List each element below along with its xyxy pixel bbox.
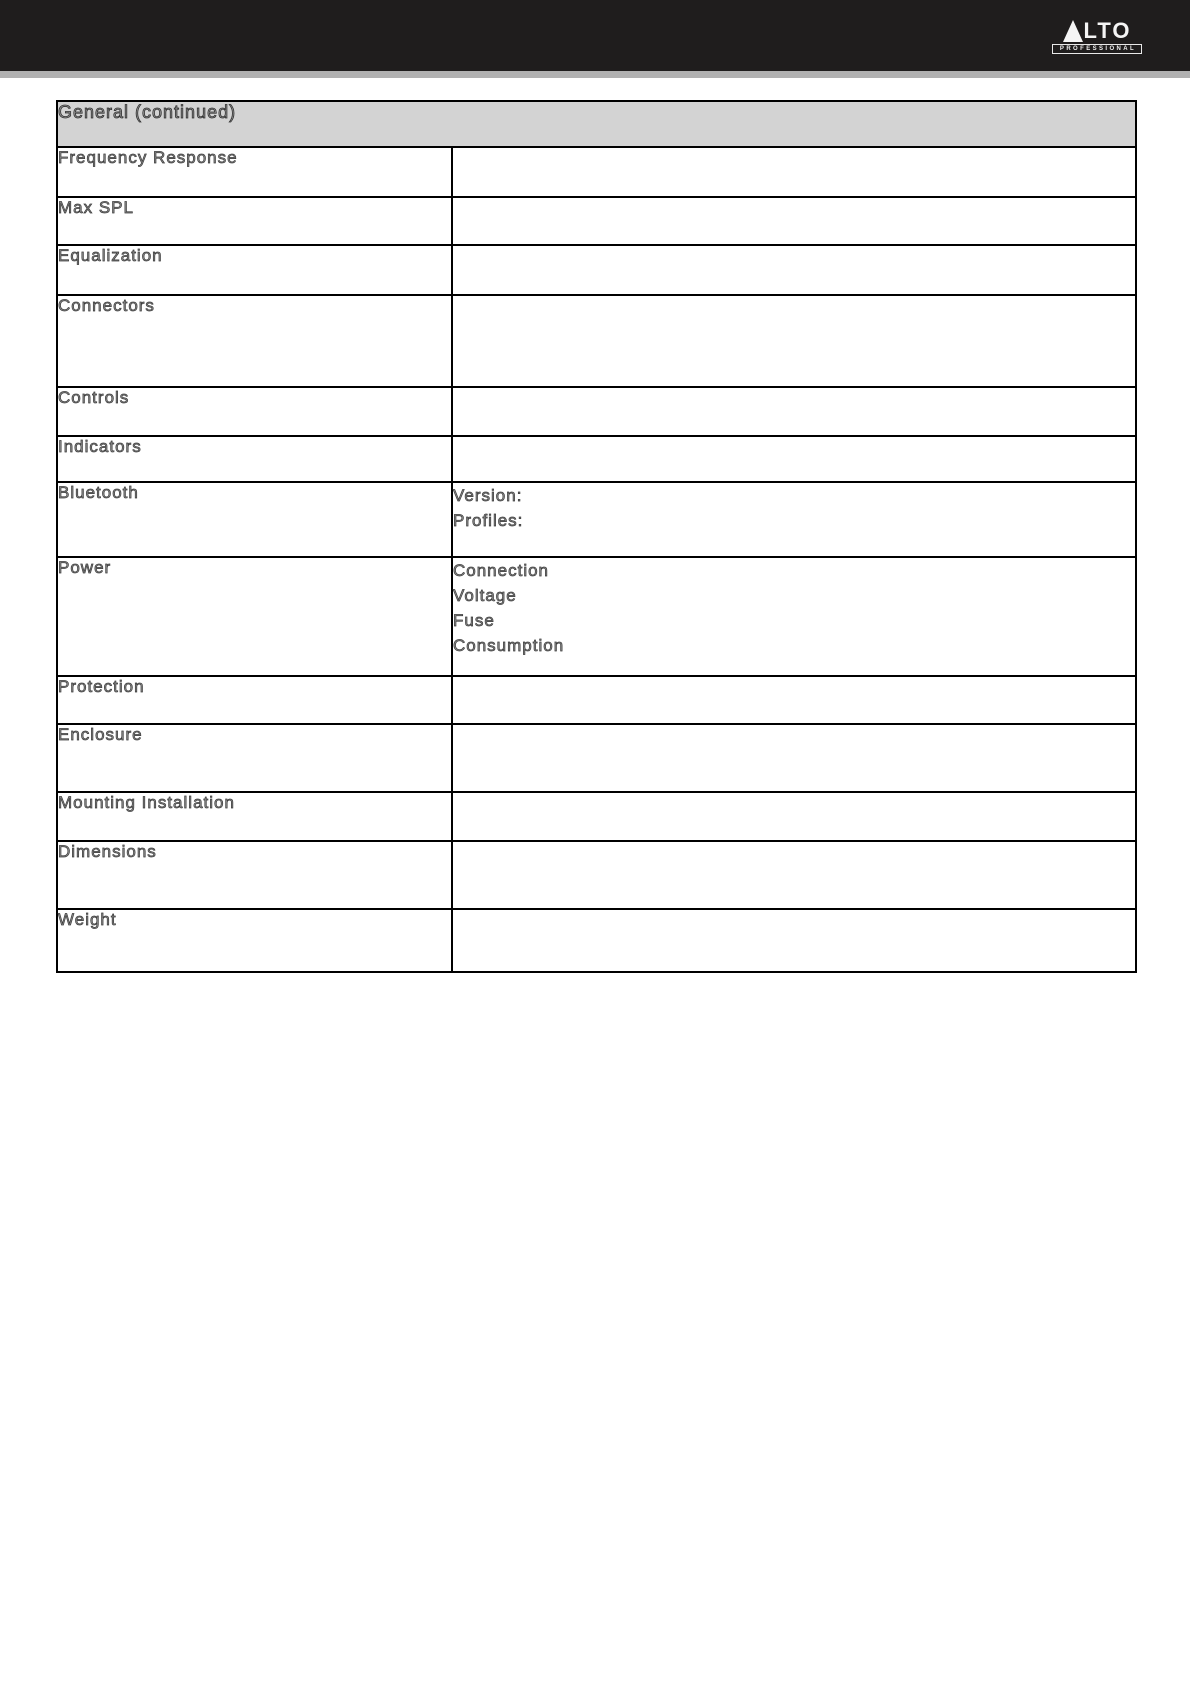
table-header-row: [57, 101, 1136, 147]
spec-label-cell: Protection: [57, 676, 452, 724]
alto-logo-text: LTO: [1083, 18, 1132, 43]
spec-label-cell: Enclosure: [57, 724, 452, 792]
spec-value-cell: [452, 676, 1136, 724]
table-row: [57, 724, 1136, 792]
spec-value-cell: [452, 482, 1136, 557]
spec-value-cell: [452, 909, 1136, 972]
spec-value-cell: [452, 792, 1136, 841]
spec-value-cell: [452, 245, 1136, 295]
spec-value-cell: [452, 197, 1136, 245]
table-row: [57, 197, 1136, 245]
table-row: [57, 676, 1136, 724]
spec-value-cell: [452, 557, 1136, 676]
spec-label-cell: Frequency Response: [57, 147, 452, 197]
spec-label-cell: Equalization: [57, 245, 452, 295]
section-header: General (continued): [57, 101, 1136, 147]
spec-label-cell: Weight: [57, 909, 452, 972]
spec-value-line: Consumption: [453, 636, 565, 655]
table-row: [57, 295, 1136, 387]
top-banner: [0, 0, 1190, 71]
alto-logo-subtitle: PROFESSIONAL: [1052, 44, 1142, 54]
table-row: [57, 245, 1136, 295]
spec-table: [56, 100, 1137, 973]
spec-value-cell: [452, 295, 1136, 387]
spec-label-cell: Connectors: [57, 295, 452, 387]
spec-value-line: Profiles:: [453, 511, 524, 530]
spec-value-line: Version:: [453, 486, 523, 505]
spec-value-cell: [452, 436, 1136, 482]
spec-value-line: Connection: [453, 561, 550, 580]
spec-table-container: [56, 100, 1190, 973]
alto-logo-wordmark: [1052, 20, 1142, 42]
alto-logo: [1052, 20, 1142, 54]
spec-value-cell: [452, 724, 1136, 792]
table-row: [57, 557, 1136, 676]
table-row: [57, 482, 1136, 557]
spec-value-line: Fuse: [453, 611, 495, 630]
spec-label-cell: Dimensions: [57, 841, 452, 909]
spec-value-cell: [452, 387, 1136, 436]
divider-strip: [0, 71, 1190, 78]
spec-label-cell: Indicators: [57, 436, 452, 482]
table-row: [57, 792, 1136, 841]
table-row: [57, 909, 1136, 972]
spec-value-line: Voltage: [453, 586, 517, 605]
spec-value-cell: [452, 147, 1136, 197]
spec-label-cell: Max SPL: [57, 197, 452, 245]
table-row: [57, 841, 1136, 909]
alto-triangle-icon: [1063, 20, 1083, 42]
spec-label-cell: Mounting Installation: [57, 792, 452, 841]
spec-label-cell: Bluetooth: [57, 482, 452, 557]
spec-label-cell: Controls: [57, 387, 452, 436]
spec-value-cell: [452, 841, 1136, 909]
table-row: [57, 436, 1136, 482]
table-row: [57, 147, 1136, 197]
spec-label-cell: Power: [57, 557, 452, 676]
table-row: [57, 387, 1136, 436]
